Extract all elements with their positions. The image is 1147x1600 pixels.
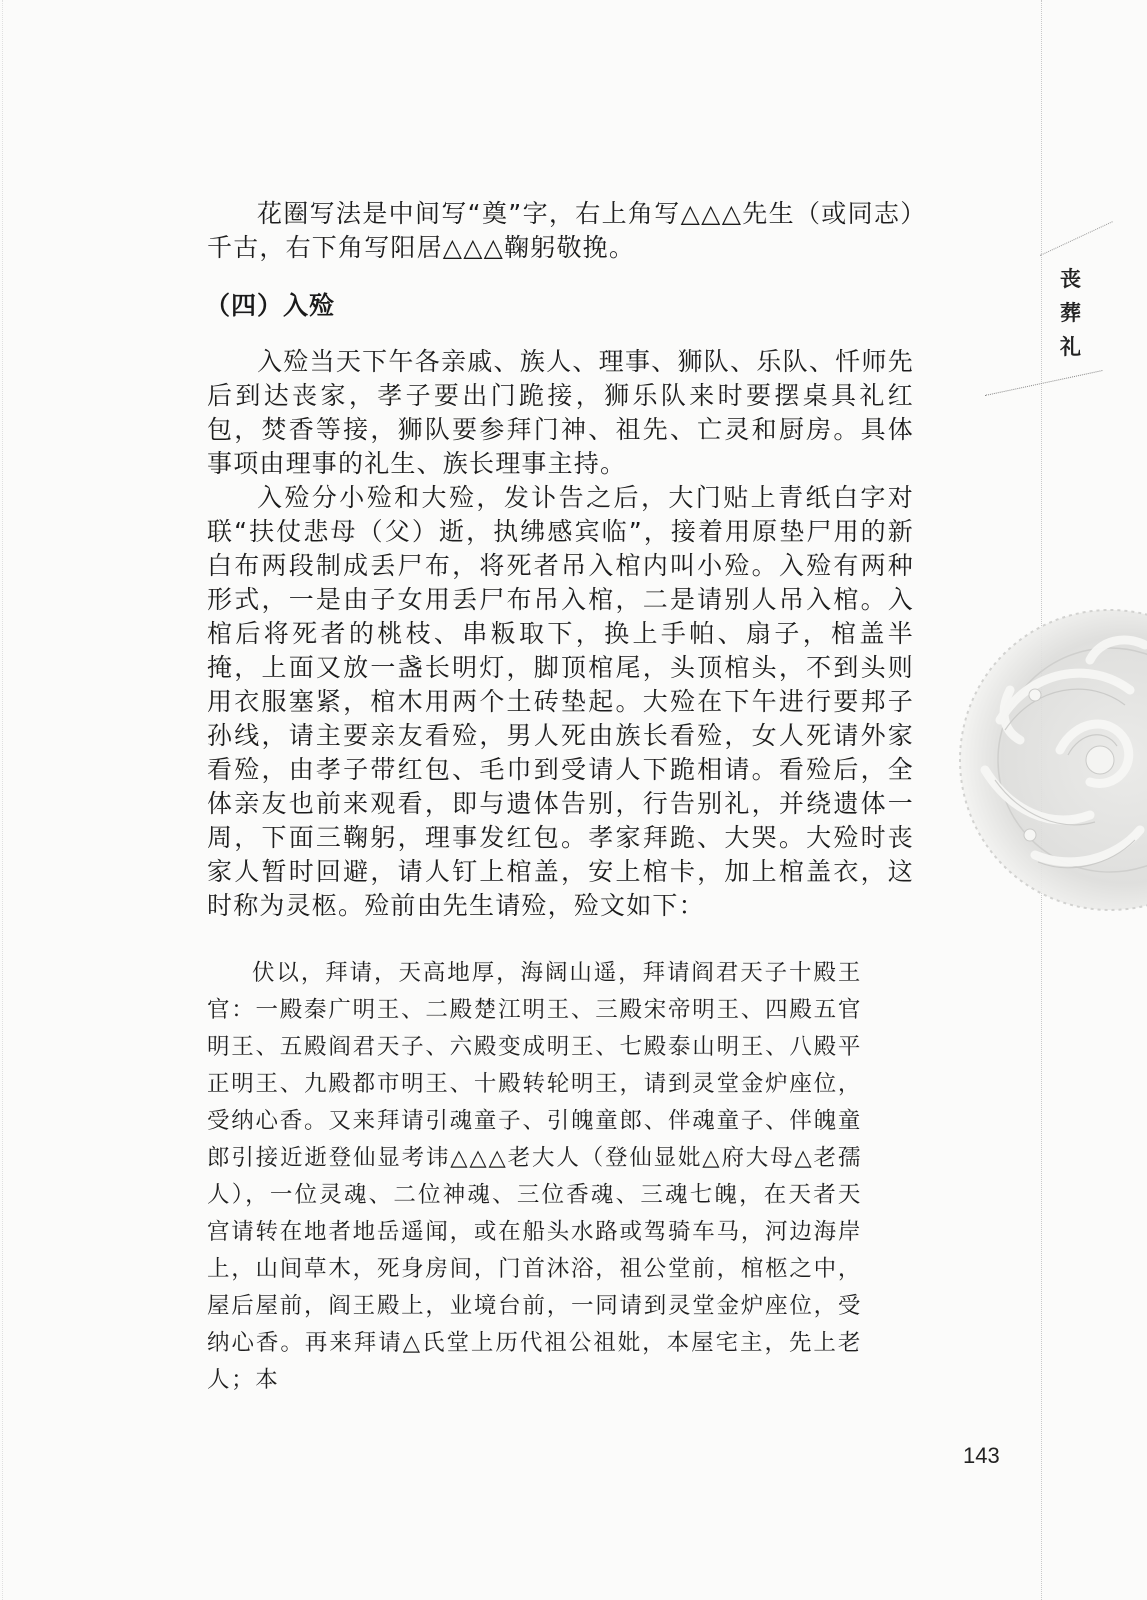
ornament-medallion-icon: [940, 600, 1147, 920]
wreath-paragraph: 花圈写法是中间写“奠”字，右上角写△△△先生（或同志）千古，右下角写阳居△△△鞠躬敬挽。: [207, 199, 914, 262]
paragraph-2: 入殓分小殓和大殓，发讣告之后，大门贴上青纸白字对联“扶仗悲母（父）逝，执绋感宾临”，接着用原垫尸用的新白布两段制成丢尸布，将死者吊入棺内叫小殓。入殓有两种形式，一是由子女用丢尸布吊入棺，二是请别人吊入棺。入棺后将死者的桃枝、串粄取下，换上手帕、扇子，棺盖半掩，上面又放一盏长明灯，脚顶棺尾，头顶棺头，不到头则用衣服塞紧，棺木用两个土砖垫起。大殓在下午进行要邦子孙线，请主要亲友看殓，男人死由族长看殓，女人死请外家看殓，由孝子带红包、毛巾到受请人下跪相请。看殓后，全体亲友也前来观看，即与遗体告别，行告别礼，并绕遗体一周，下面三鞠躬，理事发红包。孝家拜跪、大哭。大殓时丧家人暂时回避，请人钉上棺盖，安上棺卡，加上棺盖衣，这时称为灵柩。殓前由先生请殓，殓文如下：: [207, 483, 914, 920]
left-edge-dots: [2, 0, 3, 1600]
side-tab-char-3: 礼: [1060, 335, 1081, 359]
liturgy-quote-block: [207, 955, 862, 1399]
section-heading: （四）入殓: [205, 291, 336, 320]
side-tab-char-1: 丧: [1060, 267, 1081, 291]
wreath-paragraph-block: [207, 197, 914, 265]
liturgy-quote: 伏以，拜请，天高地厚，海阔山遥，拜请阎君天子十殿王官：一殿秦广明王、二殿楚江明王、三殿宋帝明王、四殿五官明王、五殿阎君天子、六殿变成明王、七殿泰山明王、八殿平正明王、九殿都市明王、十殿转轮明王，请到灵堂金炉座位，受纳心香。又来拜请引魂童子、引魄童郎、伴魂童子、伴魄童郎引接近逝登仙显考讳△△△老大人（登仙显妣△府大母△老孺人），一位灵魂、二位神魂、三位香魂、三魂七魄，在天者天宫请转在地者地岳遥闻，或在船头水路或驾骑车马，河边海岸上，山间草木，死身房间，门首沐浴，祖公堂前，棺柩之中，屋后屋前，阎王殿上，业境台前，一同请到灵堂金炉座位，受纳心香。再来拜请△氏堂上历代祖公祖妣，本屋宅主，先上老人；本: [207, 960, 862, 1393]
paragraph-1: 入殓当天下午各亲戚、族人、理事、狮队、乐队、忏师先后到达丧家，孝子要出门跪接，狮乐队来时要摆桌具礼红包，焚香等接，狮队要参拜门神、祖先、亡灵和厨房。具体事项由理事的礼生、族长理事主持。: [207, 347, 914, 478]
page-number: 143: [963, 1443, 1000, 1468]
side-tab-char-2: 葬: [1060, 301, 1081, 325]
chapter-side-tab: [1048, 262, 1108, 422]
tab-line-top: [1040, 221, 1113, 256]
main-body-block: [207, 345, 914, 923]
chapter-side-tab-text: [1060, 262, 1088, 364]
